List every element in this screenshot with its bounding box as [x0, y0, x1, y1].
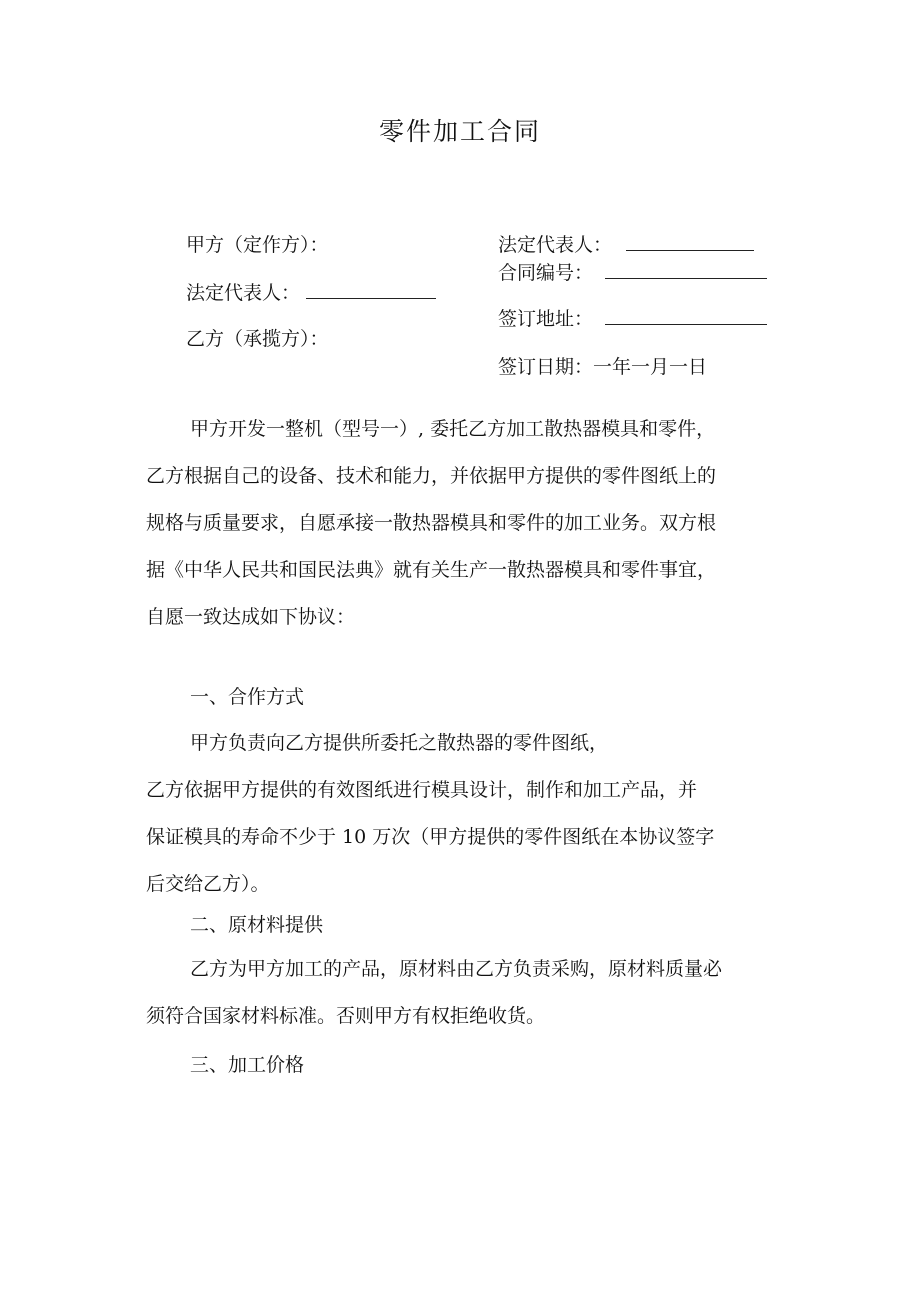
- section-3-heading: 三、加工价格: [190, 1054, 305, 1076]
- intro-line: 乙方根据自己的设备、技术和能力，并依据甲方提供的零件图纸上的: [146, 465, 717, 487]
- contract-number: [498, 260, 767, 286]
- section-1-line: 甲方负责向乙方提供所委托之散热器的零件图纸，: [190, 732, 609, 754]
- contract-number-blank[interactable]: [605, 260, 767, 279]
- sign-date-value: 一年一月一日: [593, 356, 708, 378]
- section-2-heading: 二、原材料提供: [190, 914, 324, 936]
- legal-rep-right-blank[interactable]: [626, 232, 754, 251]
- section-2-body: [146, 946, 786, 1040]
- legal-rep-right-label: 法定代表人：: [498, 234, 613, 256]
- legal-rep-left-blank[interactable]: [306, 280, 436, 299]
- intro-line: 据《中华人民共和国民法典》就有关生产一散热器模具和零件事宜，: [146, 559, 717, 581]
- section-2-line: 乙方为甲方加工的产品，原材料由乙方负责采购，原材料质量必: [190, 958, 723, 980]
- section-2-line: 须符合国家材料标准。否则甲方有权拒绝收货。: [146, 1005, 546, 1027]
- sign-date: [498, 354, 707, 380]
- section-1-body: [146, 720, 786, 908]
- sign-place-blank[interactable]: [605, 306, 767, 325]
- contract-number-label: 合同编号：: [498, 262, 594, 284]
- document-title: 零件加工合同: [378, 117, 541, 146]
- section-1-line: 乙方依据甲方提供的有效图纸进行模具设计，制作和加工产品，并: [146, 779, 698, 801]
- legal-rep-left-label: 法定代表人：: [186, 282, 301, 304]
- sign-place: [498, 306, 767, 332]
- party-b-label: 乙方（承揽方）：: [186, 328, 329, 350]
- section-1-line: 后交给乙方）。: [146, 873, 270, 895]
- sign-place-label: 签订地址：: [498, 308, 594, 330]
- intro-line: 规格与质量要求，自愿承接一散热器模具和零件的加工业务。双方根: [146, 512, 717, 534]
- intro-line: 自愿一致达成如下协议：: [146, 606, 356, 628]
- legal-rep-right: [498, 232, 754, 258]
- intro-line: 甲方开发一整机（型号一）, 委托乙方加工散热器模具和零件，: [190, 418, 716, 440]
- intro-paragraph: [146, 406, 786, 641]
- sign-date-label: 签订日期：: [498, 356, 594, 378]
- legal-rep-left: [186, 280, 436, 306]
- section-1-heading: 一、合作方式: [190, 686, 305, 708]
- section-1-line: 保证模具的寿命不少于 10 万次（甲方提供的零件图纸在本协议签字: [146, 826, 715, 848]
- party-a-label: 甲方（定作方）：: [186, 234, 329, 256]
